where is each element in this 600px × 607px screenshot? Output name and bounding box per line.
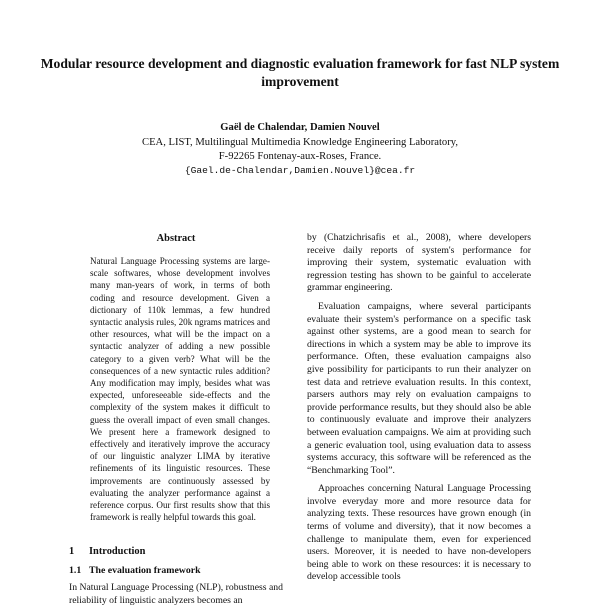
section-number: 1: [69, 546, 75, 557]
author-email: {Gael.de-Chalendar,Damien.Nouvel}@cea.fr: [184, 165, 416, 176]
subsection-number: 1.1: [69, 565, 82, 576]
right-column: [307, 232, 531, 584]
body-paragraph: Evaluation campaigns, where several participants evaluate their system's performance on a specific task against other systems, are a good mean to search for directions in which a system may be able to improve its performance. Often, these evaluation campaigns also give possibility for participants to run their analyzer on test data and retrieve evaluation results. In this context, parsers authors may rely on evaluation campaigns to provide performance results, but they should also be able to continuously evaluate and improve their analyzers between evaluation campaigns. We aim at providing such a generic evaluation tool, using evaluation data to assess systems accuracy, this software will be referenced as the “Benchmarking Tool”.: [307, 300, 531, 476]
intro-paragraph: In Natural Language Processing (NLP), robustness and reliability of linguistic analyzers becomes an: [69, 582, 283, 606]
author-address: F-92265 Fontenay-aux-Roses, France.: [218, 151, 382, 162]
abstract-heading: Abstract: [156, 233, 196, 244]
paper-authors: Gaël de Chalendar, Damien Nouvel: [220, 122, 380, 133]
section-heading: [69, 545, 283, 558]
paper-title: Modular resource development and diagnostic evaluation framework for fast NLP system improvement: [40, 56, 560, 89]
author-affiliation: CEA, LIST, Multilingual Multimedia Knowledge Engineering Laboratory,: [142, 137, 458, 148]
subsection-heading: [69, 565, 283, 577]
body-paragraph: Approaches concerning Natural Language Processing involve everyday more and more resource data for analyzing texts. These resources have grown enough (in terms of volume and diversity), that it now becomes a challenge to manipulate them, even for experienced users. Moreover, it is needed to have non-developers being able to work on these resources: it is necessary to develop accessible tools: [307, 483, 531, 583]
subsection-title: The evaluation framework: [89, 565, 201, 576]
body-paragraph: by (Chatzichrisafis et al., 2008), where developers receive daily reports of system's performance for improving their system, systematic evaluation with regression testing has shown to be gainful to accelerate grammar engineering.: [307, 232, 531, 294]
section-title: Introduction: [89, 546, 146, 557]
left-column: [69, 232, 283, 523]
abstract-text: Natural Language Processing systems are large-scale softwares, whose development involves many man-years of work, in terms of both coding and resource development. Given a dictionary of 110k lemmas, a few hundred syntactic analysis rules, 20k ngrams matrices and other resources, what will be the impact on a syntactic analyzer of adding a new possible category to a given verb? What will be the consequences of a new syntactic rules addition? Any modification may imply, besides what was expected, unforeseeable side-effects and the complexity of the system makes it difficult to guess the overall impact of even small changes. We present here a framework designed to effectively and iteratively improve the accuracy of our linguistic analyzer LIMA by iterative refinements of its linguistic resources. These improvements are continuously assessed by evaluating the analyzer performance against a reference corpus. Our first results show that this framework is really helpful towards this goal.: [90, 256, 270, 523]
